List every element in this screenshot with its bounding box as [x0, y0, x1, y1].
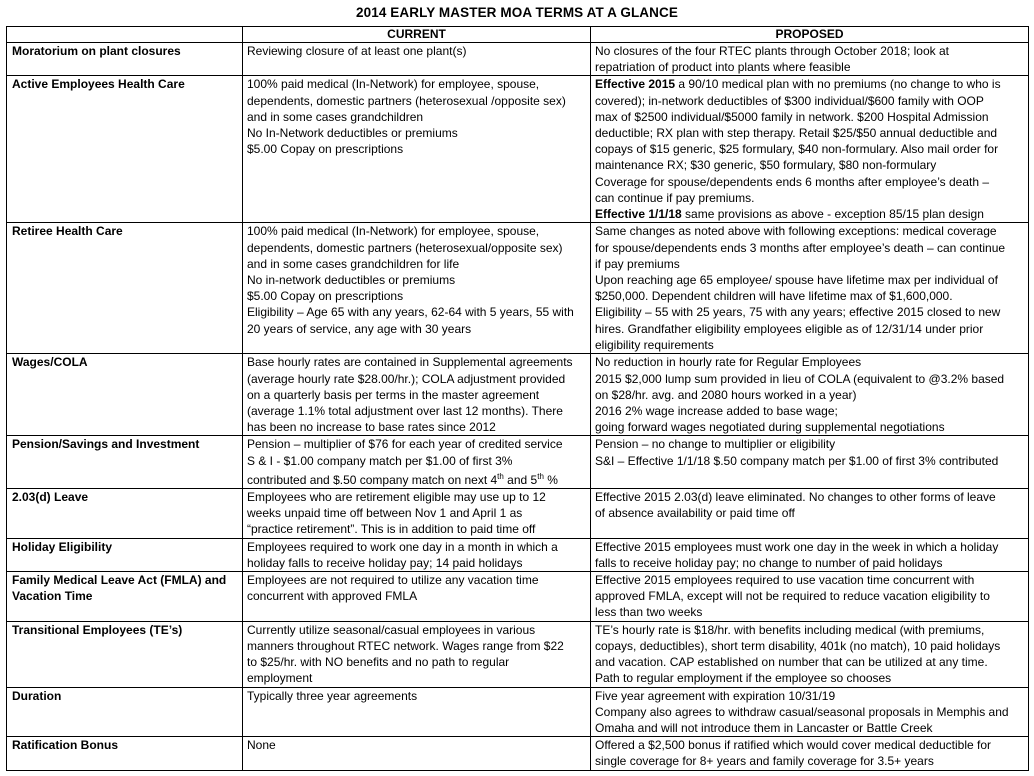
- header-current: CURRENT: [243, 27, 591, 43]
- current-line: weeks unpaid time off between Nov 1 and April 1 as: [247, 506, 523, 521]
- proposed-line: maintenance RX; $30 generic, $50 formulary, $80 non-formulary: [595, 158, 937, 173]
- row-proposed: [591, 43, 1029, 76]
- current-line: 100% paid medical (In-Network) for employee, spouse,: [247, 77, 540, 92]
- current-line: (average 1.1% total adjustment over last 12 months). There: [247, 404, 563, 419]
- topic-line: Transitional Employees (TE’s): [12, 622, 183, 637]
- proposed-line: Pension – no change to multiplier or eligibility: [595, 437, 836, 452]
- proposed-line: can continue if pay premiums.: [595, 190, 755, 205]
- proposed-line: Company also agrees to withdraw casual/seasonal proposals in Memphis and: [595, 704, 1009, 719]
- row-topic: [7, 621, 243, 687]
- row-proposed: [591, 354, 1029, 436]
- row-current: [243, 538, 591, 571]
- current-line: has been no increase to base rates since 2012: [247, 420, 496, 435]
- proposed-line: hires. Grandfather eligibility employees eligible as of 12/31/14 under prior: [595, 321, 984, 336]
- current-line: Employees who are retirement eligible may use up to 12: [247, 490, 546, 505]
- current-line: Employees required to work one day in a month in which a: [247, 539, 558, 554]
- proposed-line: deductible; RX plan with step therapy. Retail $25/$50 annual deductible and: [595, 126, 998, 141]
- row-current: [243, 737, 591, 770]
- current-line: 100% paid medical (In-Network) for employee, spouse,: [247, 224, 540, 239]
- proposed-line: Eligibility – 55 with 25 years, 75 with any years; effective 2015 closed to new: [595, 305, 1001, 320]
- row-topic: [7, 737, 243, 770]
- current-line: No in-network deductibles or premiums: [247, 273, 456, 288]
- proposed-line: Offered a $2,500 bonus if ratified which would cover medical deductible for: [595, 738, 992, 753]
- topic-line: Duration: [12, 688, 62, 703]
- table-row: [7, 43, 1029, 76]
- current-line: concurrent with approved FMLA: [247, 589, 418, 604]
- proposed-line: Path to regular employment if the employee so chooses: [595, 671, 892, 686]
- row-topic: [7, 43, 243, 76]
- table-row: [7, 489, 1029, 539]
- table-row: [7, 76, 1029, 223]
- topic-line: Ratification Bonus: [12, 738, 119, 753]
- proposed-line: of absence availability or paid time off: [595, 506, 795, 521]
- current-line: Reviewing closure of at least one plant(s): [247, 44, 467, 58]
- topic-line: Retiree Health Care: [12, 224, 123, 239]
- proposed-line: No reduction in hourly rate for Regular Employees: [595, 355, 862, 370]
- proposed-line: for spouse/dependents ends 3 months after employee’s death – can continue: [595, 240, 1006, 255]
- proposed-line: Five year agreement with expiration 10/31/19: [595, 688, 836, 703]
- proposed-line: No closures of the four RTEC plants through October 2018; look at: [595, 44, 949, 58]
- table-row: [7, 737, 1029, 770]
- row-topic: [7, 223, 243, 354]
- current-line: (average hourly rate $28.00/hr.); COLA adjustment provided: [247, 371, 566, 386]
- topic-line: 2.03(d) Leave: [12, 490, 89, 505]
- proposed-line: and vacation. CAP established on number that can be utilized at any time.: [595, 655, 988, 670]
- current-line: No In-Network deductibles or premiums: [247, 126, 458, 141]
- row-proposed: [591, 489, 1029, 539]
- current-line: Eligibility – Age 65 with any years, 62-64 with 5 years, 55 with: [247, 305, 574, 320]
- document-title: 2014 EARLY MASTER MOA TERMS AT A GLANCE: [356, 5, 678, 20]
- topic-line: Wages/COLA: [12, 355, 88, 370]
- topic-line: Pension/Savings and Investment: [12, 437, 200, 452]
- row-proposed: [591, 687, 1029, 737]
- row-topic: [7, 687, 243, 737]
- proposed-line: less than two weeks: [595, 605, 703, 620]
- proposed-line: going forward wages negotiated during supplemental negotiations: [595, 420, 945, 435]
- row-current: [243, 354, 591, 436]
- proposed-line: Effective 1/1/18 same provisions as above - exception 85/15 plan design: [595, 207, 984, 222]
- proposed-line: if pay premiums: [595, 256, 680, 271]
- current-line: $5.00 Copay on prescriptions: [247, 289, 404, 304]
- row-current: [243, 43, 591, 76]
- row-current: [243, 223, 591, 354]
- proposed-line: $250,000. Dependent children will have lifetime max of $1,600,000.: [595, 289, 953, 304]
- row-topic: [7, 436, 243, 489]
- proposed-line: Effective 2015 2.03(d) leave eliminated. No changes to other forms of leave: [595, 490, 996, 505]
- proposed-line: single coverage for 8+ years and family coverage for 3.5+ years: [595, 754, 934, 769]
- current-line: “practice retirement”. This is in addition to paid time off: [247, 522, 536, 537]
- current-line: S & I - $1.00 company match per $1.00 of first 3%: [247, 453, 513, 468]
- proposed-line: eligibility requirements: [595, 337, 714, 352]
- proposed-line: max of $2500 individual/$5000 family in network. $200 Hospital Admission: [595, 109, 989, 124]
- row-current: [243, 621, 591, 687]
- row-proposed: [591, 737, 1029, 770]
- row-current: [243, 572, 591, 622]
- row-topic: [7, 354, 243, 436]
- current-line: to $25/hr. with NO benefits and no path to regular: [247, 655, 510, 670]
- current-line: employment: [247, 671, 313, 686]
- proposed-line: approved FMLA, except will not be required to reduce vacation eligibility to: [595, 589, 990, 604]
- current-line: Pension – multiplier of $76 for each year of credited service: [247, 437, 563, 452]
- table-row: [7, 572, 1029, 622]
- proposed-line: falls to receive holiday pay; no change to number of paid holidays: [595, 555, 943, 570]
- row-topic: [7, 572, 243, 622]
- row-proposed: [591, 621, 1029, 687]
- table-row: [7, 223, 1029, 354]
- proposed-line: repatriation of product into plants where feasible: [595, 60, 851, 75]
- topic-line: Active Employees Health Care: [12, 77, 185, 92]
- row-current: [243, 436, 591, 489]
- row-current: [243, 489, 591, 539]
- table-row: [7, 436, 1029, 489]
- topic-line: Holiday Eligibility: [12, 539, 113, 554]
- proposed-line: on $28/hr. avg. and 2080 hours worked in a year): [595, 387, 857, 402]
- header-topic: [7, 27, 243, 43]
- current-line: Base hourly rates are contained in Supplemental agreements: [247, 355, 573, 370]
- current-line: Currently utilize seasonal/casual employees in various: [247, 622, 536, 637]
- topic-line: Family Medical Leave Act (FMLA) and: [12, 573, 227, 588]
- row-topic: [7, 538, 243, 571]
- header-row: [7, 27, 1029, 43]
- current-line: $5.00 Copay on prescriptions: [247, 142, 404, 157]
- proposed-line: Effective 2015 employees must work one day in the week in which a holiday: [595, 539, 999, 554]
- proposed-line: TE’s hourly rate is $18/hr. with benefits including medical (with premiums,: [595, 622, 985, 637]
- proposed-line: 2015 $2,000 lump sum provided in lieu of COLA (equivalent to @3.2% based: [595, 371, 1005, 386]
- row-proposed: [591, 436, 1029, 489]
- proposed-line: Same changes as noted above with following exceptions: medical coverage: [595, 224, 997, 239]
- bold-lead-in: Effective 2015: [595, 77, 676, 92]
- current-line: on a quarterly basis per terms in the master agreement: [247, 387, 540, 402]
- current-line: dependents, domestic partners (heterosexual /opposite sex): [247, 93, 566, 108]
- current-line: and in some cases grandchildren for life: [247, 256, 460, 271]
- row-proposed: [591, 538, 1029, 571]
- proposed-line: Omaha and will not introduce them in Lancaster or Battle Creek: [595, 721, 933, 736]
- row-topic: [7, 489, 243, 539]
- row-current: [243, 687, 591, 737]
- topic-line: Vacation Time: [12, 589, 93, 604]
- current-line: None: [247, 738, 276, 753]
- table-row: [7, 538, 1029, 571]
- proposed-line: copays of $15 generic, $25 formulary, $40 non-formulary. Also mail order for: [595, 142, 999, 157]
- current-line: Typically three year agreements: [247, 688, 418, 703]
- proposed-line: 2016 2% wage increase added to base wage;: [595, 404, 838, 419]
- table-row: [7, 687, 1029, 737]
- current-line: manners throughout RTEC network. Wages range from $22: [247, 638, 564, 653]
- row-proposed: [591, 223, 1029, 354]
- current-line: 20 years of service, any age with 30 years: [247, 321, 472, 336]
- row-proposed: [591, 76, 1029, 223]
- current-line: dependents, domestic partners (heterosexual/opposite sex): [247, 240, 563, 255]
- header-proposed: PROPOSED: [591, 27, 1029, 43]
- row-topic: [7, 76, 243, 223]
- proposed-line: Effective 2015 a 90/10 medical plan with no premiums (no change to who is: [595, 77, 1001, 92]
- proposed-line: covered); in-network deductibles of $300 individual/$600 family with OOP: [595, 93, 984, 108]
- row-current: [243, 76, 591, 223]
- proposed-line: Coverage for spouse/dependents ends 6 months after employee’s death –: [595, 174, 990, 189]
- current-line: contributed and $.50 company match on next 4th and 5th %: [247, 471, 558, 487]
- table-row: [7, 621, 1029, 687]
- topic-line: Moratorium on plant closures: [12, 44, 181, 58]
- bold-lead-in: Effective 1/1/18: [595, 207, 682, 222]
- terms-table: [6, 26, 1029, 771]
- table-row: [7, 354, 1029, 436]
- proposed-line: Effective 2015 employees required to use vacation time concurrent with: [595, 573, 975, 588]
- row-proposed: [591, 572, 1029, 622]
- proposed-line: S&I – Effective 1/1/18 $.50 company match per $1.00 of first 3% contributed: [595, 453, 999, 468]
- proposed-line: Upon reaching age 65 employee/ spouse have lifetime max per individual of: [595, 273, 998, 288]
- current-line: holiday falls to receive holiday pay; 14 paid holidays: [247, 555, 523, 570]
- current-line: Employees are not required to utilize any vacation time: [247, 573, 539, 588]
- proposed-line: copays, deductibles), short term disability, 401k (no match), 10 paid holidays: [595, 638, 1001, 653]
- current-line: and in some cases grandchildren: [247, 109, 424, 124]
